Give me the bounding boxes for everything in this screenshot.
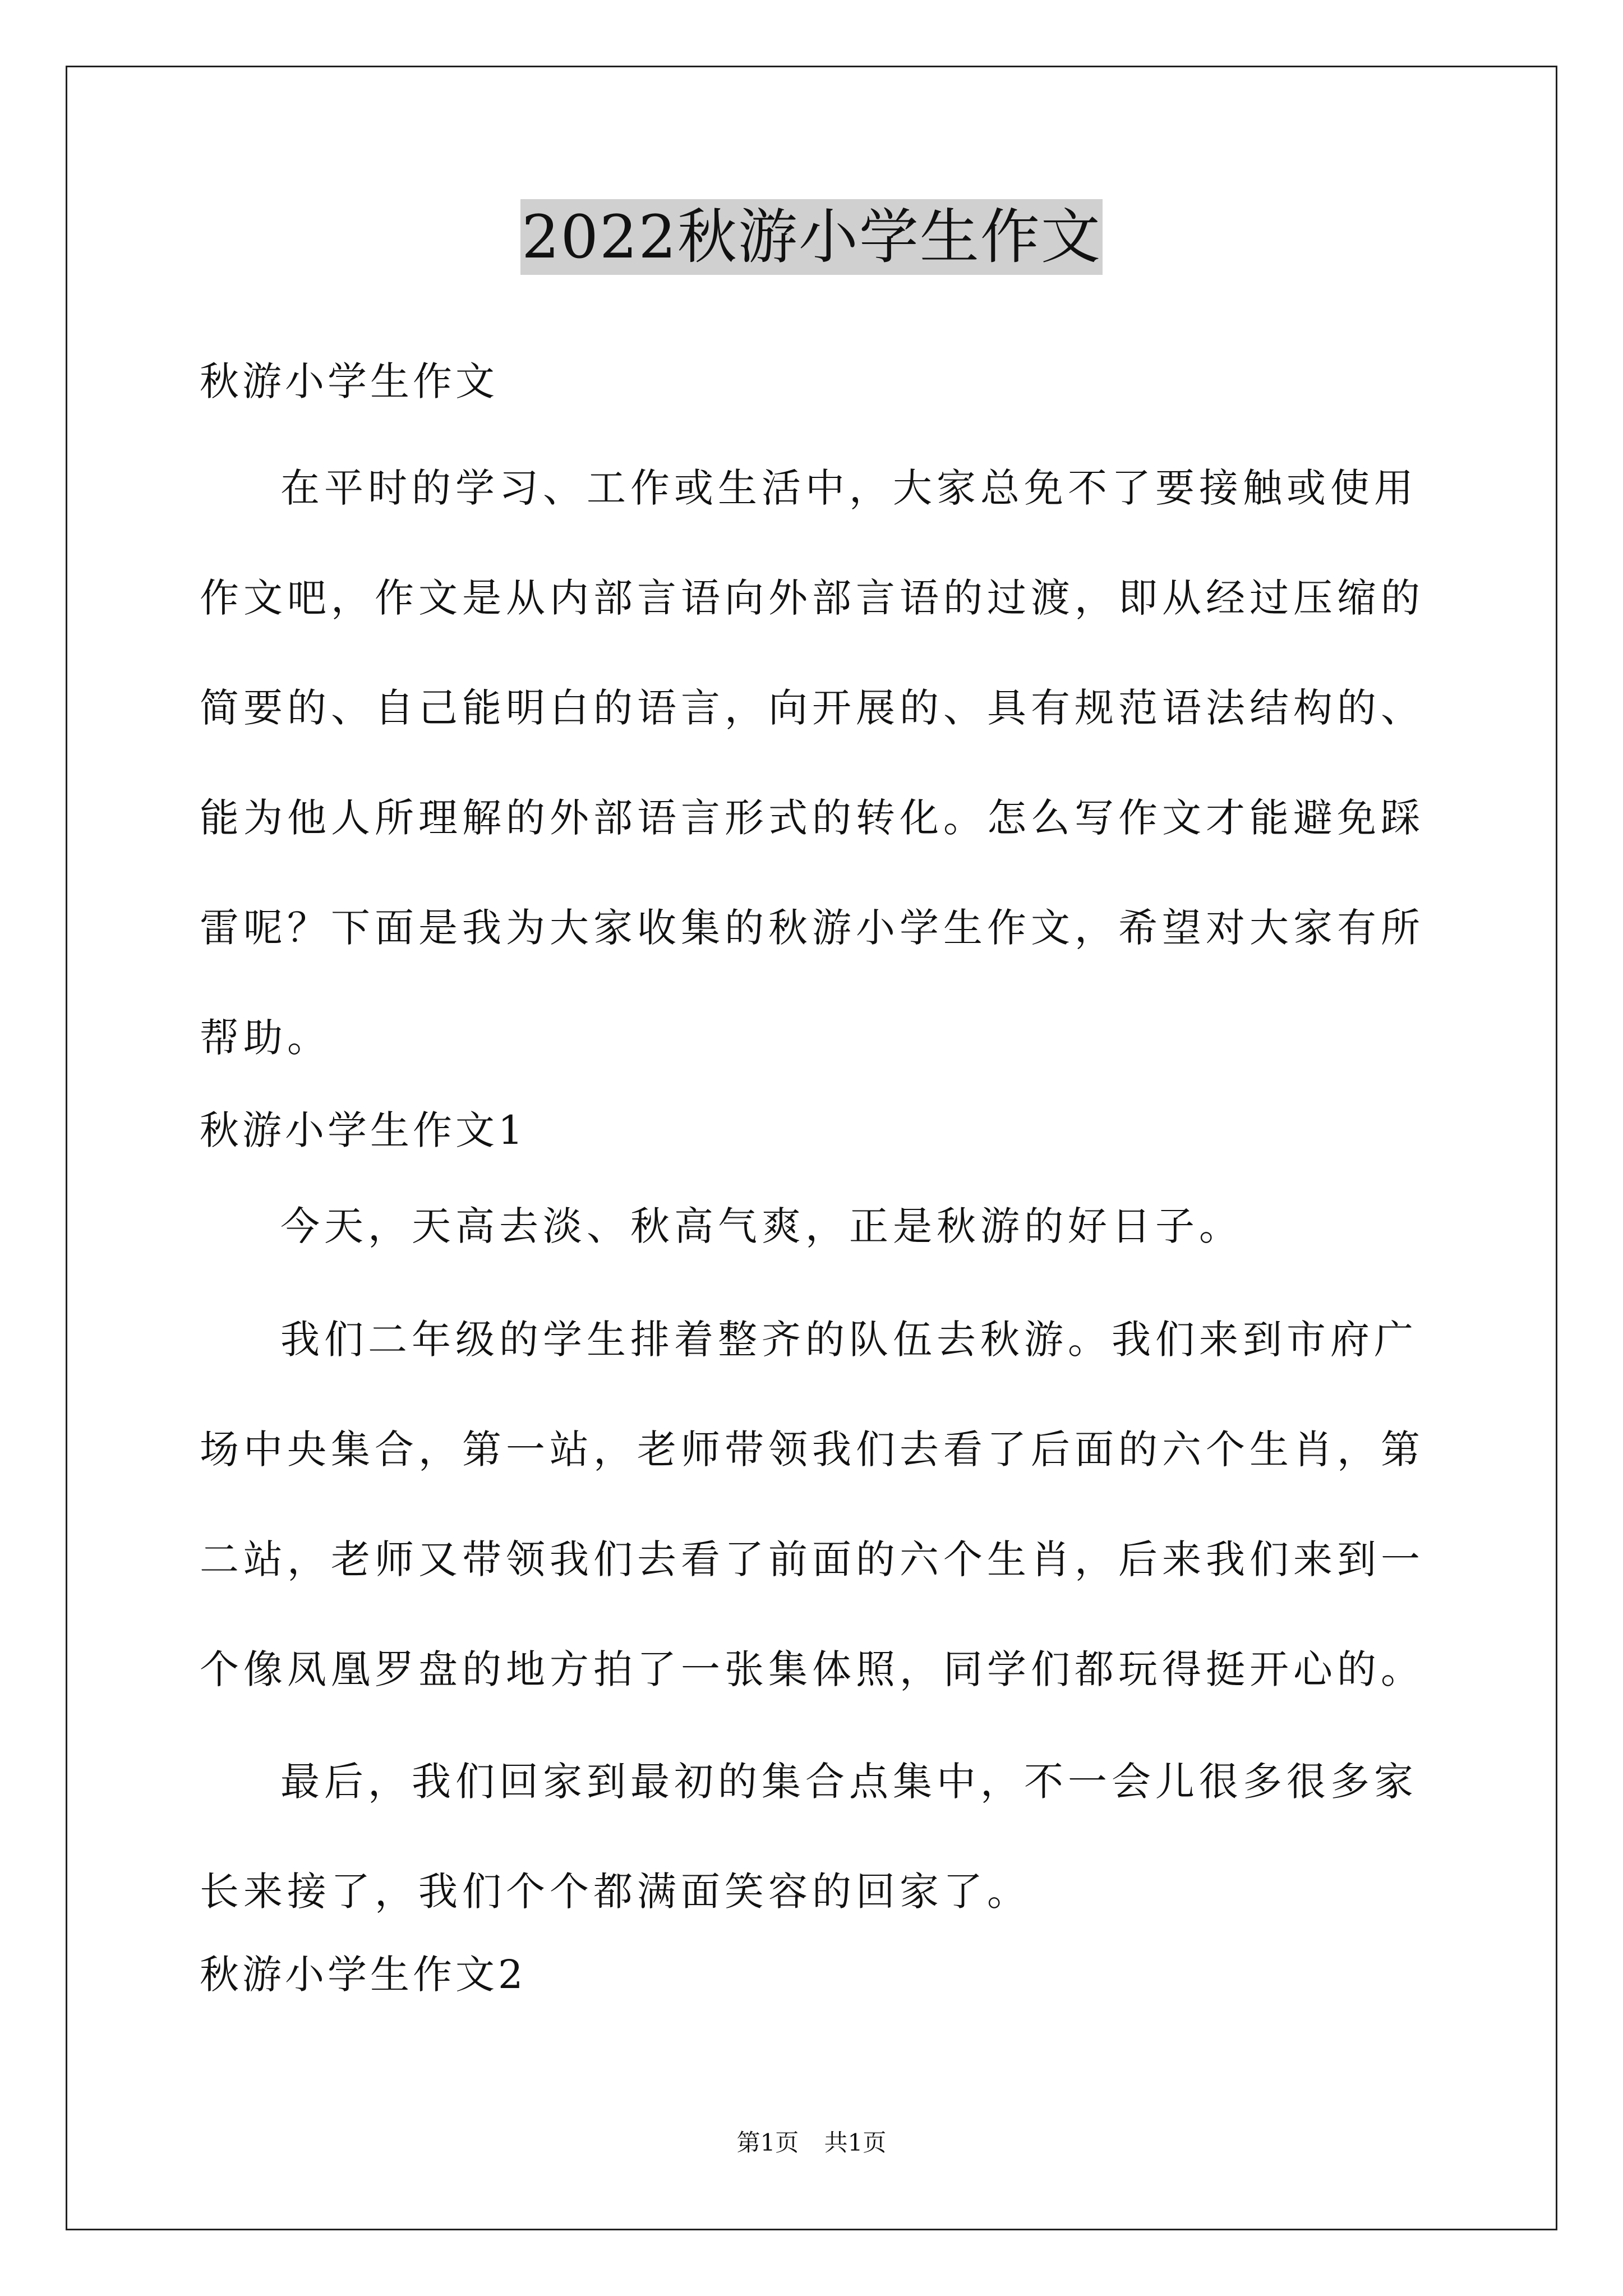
essay2-heading: 秋游小学生作文2 bbox=[200, 1952, 527, 1998]
essay1-paragraph-1: 今天，天高去淡、秋高气爽，正是秋游的好日子。 bbox=[280, 1203, 1243, 1249]
essay1-paragraph-3: 最后，我们回家到最初的集合点集中，不一会儿很多很多家长来接了，我们个个都满面笑容的回家了。 bbox=[200, 1759, 1418, 1915]
essay1-heading: 秋游小学生作文1 bbox=[200, 1107, 527, 1153]
page-footer bbox=[0, 2126, 1623, 2160]
title-container bbox=[0, 199, 1623, 275]
page-number: 第1页 bbox=[736, 2129, 799, 2156]
page-total: 共1页 bbox=[824, 2129, 887, 2156]
essay1-paragraph-2: 我们二年级的学生排着整齐的队伍去秋游。我们来到市府广场中央集合，第一站，老师带领我们去看了后面的六个生肖，第二站，老师又带领我们去看了前面的六个生肖，后来我们来到一个像凤凰罗盘的地方拍了一张集体照，同学们都玩得挺开心的。 bbox=[200, 1317, 1424, 1692]
intro-paragraph: 在平时的学习、工作或生活中，大家总免不了要接触或使用作文吧，作文是从内部言语向外部言语的过渡，即从经过压缩的简要的、自己能明白的语言，向开展的、具有规范语法结构的、能为他人所理解的外部语言形式的转化。怎么写作文才能避免踩雷呢？下面是我为大家收集的秋游小学生作文，希望对大家有所帮助。 bbox=[200, 465, 1424, 1061]
document-title: 2022秋游小学生作文 bbox=[520, 199, 1103, 275]
subtitle: 秋游小学生作文 bbox=[200, 358, 498, 404]
